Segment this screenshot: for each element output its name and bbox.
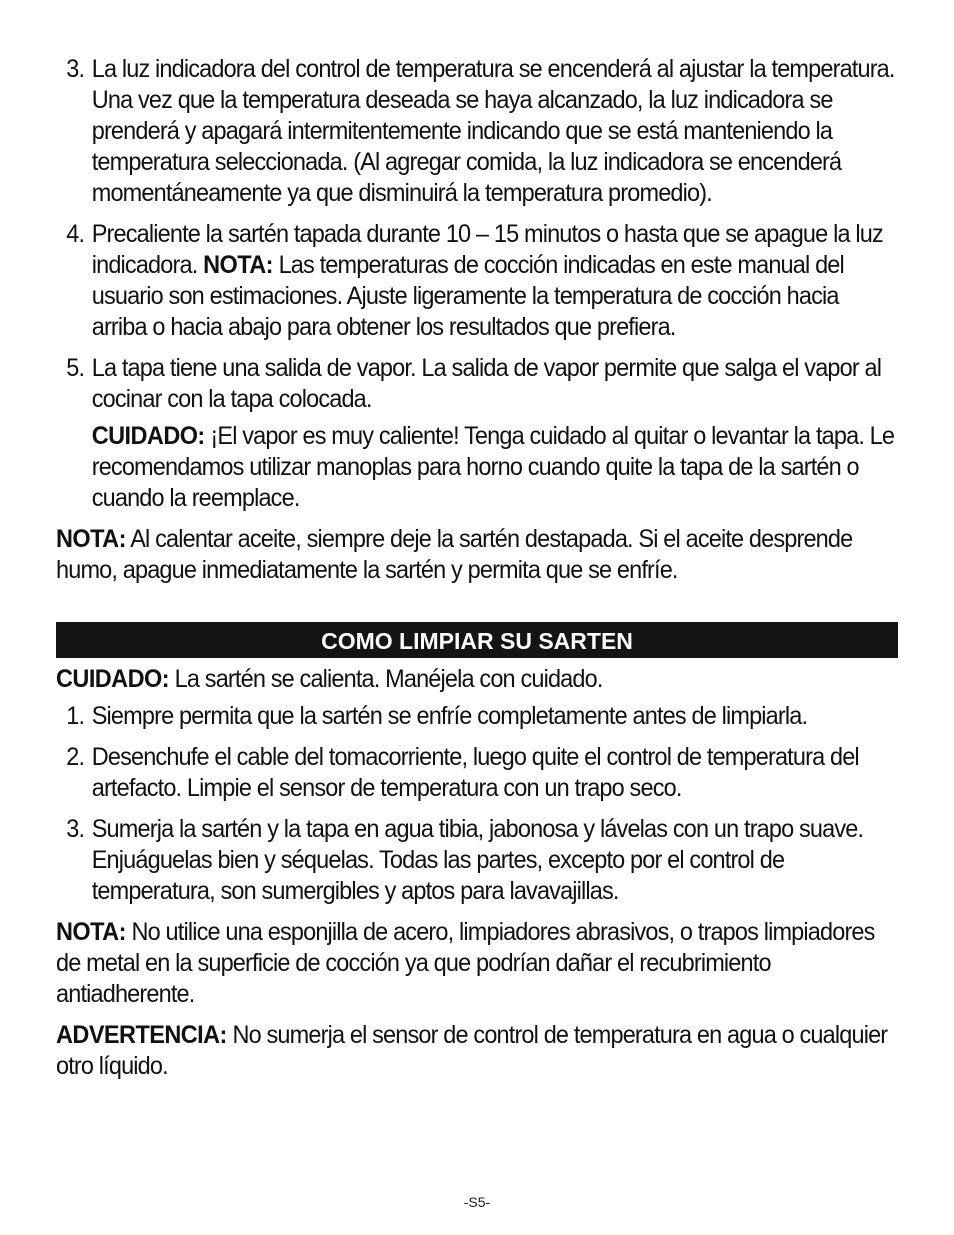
warning-label: ADVERTENCIA:: [56, 1021, 227, 1049]
list-item: [56, 814, 898, 907]
list-item: [56, 742, 898, 804]
list-number: 4.: [66, 220, 85, 248]
note-label: NOTA:: [56, 918, 126, 946]
note-paragraph: [56, 524, 898, 586]
section-heading: COMO LIMPIAR SU SARTEN: [56, 622, 898, 658]
cleaning-content: [56, 664, 898, 1082]
manual-page: [56, 54, 898, 1092]
note-text: Al calentar aceite, siempre deje la sartén destapada. Si el aceite desprende humo, apague inmediatamente la sartén y permita que se enfríe.: [56, 525, 853, 584]
note-label: NOTA:: [56, 525, 126, 553]
list-text-post: Las temperaturas de cocción indicadas en este manual del usuario son estimaciones. Ajuste ligeramente la temperatura de cocción hacia arriba o hacia abajo para obtener los resultados que prefiera.: [91, 251, 844, 341]
list-number: 3.: [66, 815, 85, 843]
caution-text: ¡El vapor es muy caliente! Tenga cuidado al quitar o levantar la tapa. Le recomendamos utilizar manoplas para horno cuando quite la tapa de la sartén o cuando la reemplace.: [91, 422, 895, 512]
note-paragraph: [56, 917, 898, 1010]
caution-label: CUIDADO:: [56, 665, 169, 693]
note-label: NOTA:: [203, 251, 273, 279]
warning-text: No sumerja el sensor de control de temperatura en agua o cualquier otro líquido.: [56, 1021, 888, 1080]
list-text-pre: Precaliente la sartén tapada durante 10 – 15 minutos o hasta que se apague la luz indicadora.: [91, 220, 883, 279]
caution-label: CUIDADO:: [91, 422, 205, 450]
list-number: 2.: [66, 743, 85, 771]
caution-paragraph: [56, 664, 898, 695]
list-item: [56, 701, 898, 732]
list-text: La luz indicadora del control de temperatura se encenderá al ajustar la temperatura. Una vez que la temperatura deseada se haya alcanzado, la luz indicadora se prenderá y apagará intermitentemente indicando que se está manteniendo la temperatura seleccionada. (Al agregar comida, la luz indicadora se encenderá momentáneamente ya que disminuirá la temperatura promedio).: [91, 55, 895, 207]
warning-paragraph: [56, 1020, 898, 1082]
page-number: -S5-: [463, 1194, 491, 1210]
list-text: [92, 219, 898, 343]
list-item: [56, 54, 898, 209]
list-number: 5.: [66, 354, 85, 382]
caution-text: La sartén se calienta. Manéjela con cuidado.: [168, 665, 603, 693]
list-number: 1.: [66, 702, 85, 730]
list-number: 3.: [66, 55, 85, 83]
list-item: [56, 219, 898, 343]
caution-paragraph: [56, 421, 898, 514]
list-text: Siempre permita que la sartén se enfríe completamente antes de limpiarla.: [91, 702, 808, 730]
list-text: Sumerja la sartén y la tapa en agua tibia, jabonosa y lávelas con un trapo suave. Enjuáguelas bien y séquelas. Todas las partes, excepto por el control de temperatura, son sumergibles y aptos para lavavajillas.: [91, 815, 864, 905]
list-item: [56, 353, 898, 415]
list-text: Desenchufe el cable del tomacorriente, luego quite el control de temperatura del artefacto. Limpie el sensor de temperatura con un trapo seco.: [91, 743, 859, 802]
list-text: La tapa tiene una salida de vapor. La salida de vapor permite que salga el vapor al cocinar con la tapa colocada.: [91, 354, 882, 413]
note-text: No utilice una esponjilla de acero, limpiadores abrasivos, o trapos limpiadores de metal en la superficie de cocción ya que podrían dañar el recubrimiento antiadherente.: [56, 918, 875, 1008]
page-content: [56, 54, 898, 586]
